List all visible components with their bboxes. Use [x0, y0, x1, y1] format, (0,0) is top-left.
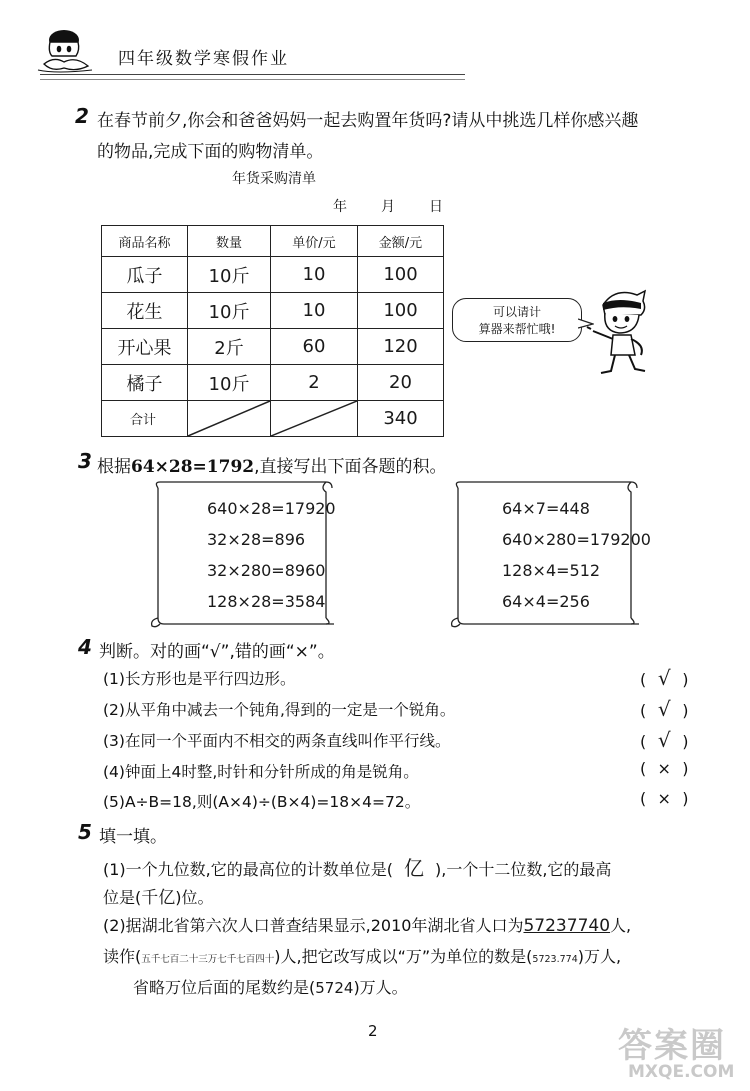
judge-item-3: (3)在同一个平面内不相交的两条直线叫作平行线。	[103, 732, 451, 750]
q3-instruction	[97, 452, 447, 477]
q5-p2-text: 省略万位后面的尾数约是(	[133, 978, 316, 997]
left-calc-4: 128×28=3584	[207, 592, 326, 611]
total-label: 合计	[102, 401, 188, 437]
q3-equation: 64×28=1792	[131, 457, 255, 477]
q5-approx-answer: 5724	[315, 979, 354, 997]
watermark-logo: 答案圈	[618, 1026, 726, 1066]
judge-item-5: (5)A÷B=18,则(A×4)÷(B×4)=18×4=72。	[103, 793, 421, 811]
table-header-cell: 数量	[188, 226, 271, 257]
item-name: 橘子	[102, 365, 188, 401]
right-calc-2: 640×280=179200	[502, 530, 651, 549]
right-calc-3: 128×4=512	[502, 561, 601, 580]
q5-population-number: 57237740	[523, 916, 611, 936]
item-amount: 20	[358, 365, 444, 401]
judge-answer-5	[640, 789, 689, 808]
date-month-label: 月	[381, 199, 395, 215]
date-day-label: 日	[429, 199, 443, 215]
shopping-list-title: 年货采购清单	[232, 171, 316, 187]
item-amount: 120	[358, 329, 444, 365]
answer-mark: √	[657, 728, 671, 752]
q5-p1-text: 位是(	[103, 888, 142, 907]
table-header-row	[102, 226, 444, 257]
paren-close: )	[682, 759, 689, 778]
item-price: 2	[271, 365, 358, 401]
left-calc-1: 640×28=17920	[207, 499, 336, 518]
judge-answer-1	[640, 666, 689, 690]
q5-title: 填一填。	[99, 827, 167, 847]
judge-answer-4	[640, 759, 689, 778]
q5-p2-text: (2)据湖北省第六次人口普查结果显示,2010年湖北省人口为	[103, 916, 524, 935]
item-name: 开心果	[102, 329, 188, 365]
q5-p1-text: ),一个十二位数,它的最高	[435, 860, 612, 879]
diagonal-cell	[188, 401, 271, 437]
judge-item-1: (1)长方形也是平行四边形。	[103, 670, 296, 688]
answer-mark: √	[657, 697, 671, 721]
judge-answer-3	[640, 728, 689, 752]
header-divider-thin	[40, 79, 465, 80]
paren-open: (	[640, 759, 647, 778]
q5-p2-text: 读作(	[103, 947, 142, 966]
header-divider	[40, 74, 465, 75]
table-header-cell: 商品名称	[102, 226, 188, 257]
table-total-row	[102, 401, 444, 437]
paren-close: )	[682, 701, 689, 720]
left-calc-3: 32×280=8960	[207, 561, 326, 580]
q5-part2-line1	[103, 913, 631, 936]
diagonal-cell	[271, 401, 358, 437]
item-name: 花生	[102, 293, 188, 329]
watermark-url: MXQE.COM	[628, 1062, 735, 1082]
q3-number: 3	[78, 449, 92, 473]
table-row	[102, 365, 444, 401]
judge-item-4: (4)钟面上4时整,时针和分针所成的角是锐角。	[103, 763, 419, 781]
q2-text-line1: 在春节前夕,你会和爸爸妈妈一起去购置年货吗?请从中挑选几样你感兴趣	[97, 111, 639, 131]
item-amount: 100	[358, 293, 444, 329]
q4-number: 4	[78, 635, 92, 659]
shopping-table	[101, 225, 444, 437]
q3-prefix: 根据	[97, 457, 131, 477]
table-row	[102, 329, 444, 365]
table-header-cell: 单价/元	[271, 226, 358, 257]
q5-p1-answer-1: 亿	[404, 856, 424, 880]
q5-p2-text: )人,把它改写成以“万”为单位的数是(	[274, 947, 533, 966]
header-mascot-icon	[36, 26, 96, 78]
q5-part1-line1	[103, 852, 611, 881]
q5-p2-text: 人,	[610, 916, 632, 935]
item-price: 10	[271, 257, 358, 293]
paren-close: )	[682, 789, 689, 808]
total-amount: 340	[358, 401, 444, 437]
item-qty: 10斤	[188, 293, 271, 329]
right-calc-1: 64×7=448	[502, 499, 590, 518]
item-qty: 10斤	[188, 365, 271, 401]
q5-p2-text: )万人。	[353, 978, 408, 997]
paren-open: (	[640, 732, 647, 751]
cartoon-boy-icon	[585, 283, 660, 378]
q5-p1-answer-2: 千亿	[141, 888, 176, 908]
answer-mark: ×	[657, 789, 671, 808]
q5-part1-line2	[103, 883, 214, 908]
q3-suffix: ,直接写出下面各题的积。	[254, 457, 447, 477]
right-calc-4: 64×4=256	[502, 592, 590, 611]
bubble-line: 可以请计	[492, 305, 541, 319]
q5-p1-text: )位。	[175, 888, 214, 907]
q5-p2-text: )万人,	[577, 947, 622, 966]
judge-answer-2	[640, 697, 689, 721]
table-row	[102, 293, 444, 329]
q5-part2-line2	[103, 944, 621, 967]
q5-wan-answer: 5723.774	[532, 954, 578, 965]
item-qty: 2斤	[188, 329, 271, 365]
answer-mark: ×	[657, 759, 671, 778]
answer-mark: √	[657, 666, 671, 690]
header-title: 四年级数学寒假作业	[118, 49, 289, 69]
paren-close: )	[682, 732, 689, 751]
page-number: 2	[368, 1022, 378, 1040]
judge-item-2: (2)从平角中减去一个钝角,得到的一定是一个锐角。	[103, 701, 456, 719]
left-calc-2: 32×28=896	[207, 530, 306, 549]
paren-open: (	[640, 701, 647, 720]
q5-number: 5	[78, 820, 92, 844]
table-header-cell: 金额/元	[358, 226, 444, 257]
q2-text-line2: 的物品,完成下面的购物清单。	[97, 142, 324, 162]
item-price: 60	[271, 329, 358, 365]
speech-bubble	[452, 298, 582, 342]
q5-p1-text: (1)一个九位数,它的最高位的计数单位是(	[103, 860, 393, 879]
date-year-label: 年	[333, 199, 347, 215]
q5-part2-line3	[133, 975, 408, 998]
q2-number: 2	[75, 104, 89, 128]
q4-title: 判断。对的画“√”,错的画“×”。	[99, 642, 335, 662]
paren-open: (	[640, 670, 647, 689]
item-qty: 10斤	[188, 257, 271, 293]
item-amount: 100	[358, 257, 444, 293]
item-name: 瓜子	[102, 257, 188, 293]
paren-close: )	[682, 670, 689, 689]
q5-read-answer: 五千七百二十三万七千七百四十	[141, 954, 275, 965]
bubble-line: 算器来帮忙哦!	[478, 322, 556, 336]
table-row	[102, 257, 444, 293]
item-price: 10	[271, 293, 358, 329]
paren-open: (	[640, 789, 647, 808]
